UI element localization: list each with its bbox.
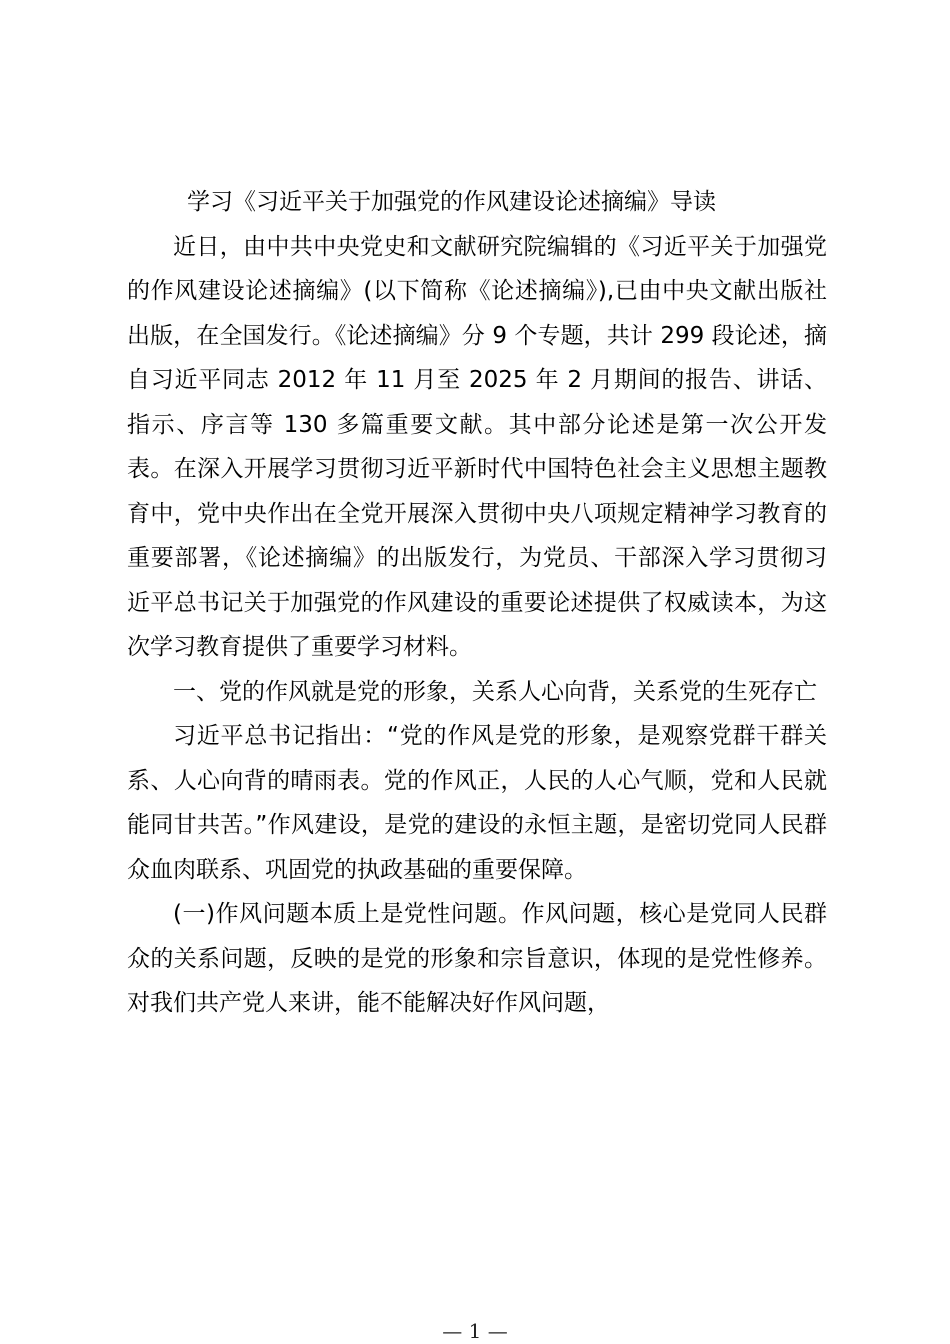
paragraph-quote: 习近平总书记指出：“党的作风是党的形象，是观察党群干群关系、人心向背的晴雨表。党的作风正，人民的人心气顺，党和人民就能同甘共苦。”作风建设，是党的建设的永恒主题，是密切党同人民群众血肉联系、巩固党的执政基础的重要保障。 [127, 723, 827, 883]
page-number: — 1 — [442, 1319, 508, 1343]
paragraph-intro: 近日，由中共中央党史和文献研究院编辑的《习近平关于加强党的作风建设论述摘编》(以下简称《论述摘编》),已由中央文献出版社出版，在全国发行。《论述摘编》分 9 个专题，共计 299 段论述，摘自习近平同志 2012 年 11 月至 2025 年 2 月期间的报告、讲话、指示、序言等 130 多篇重要文献。其中部分论述是第一次公开发表。在深入开展学习贯彻习近平新时代中国特色社会主义思想主题教育中，党中央作出在全党开展深入贯彻中央八项规定精神学习教育的重要部署，《论述摘编》的出版发行，为党员、干部深入学习贯彻习近平总书记关于加强党的作风建设的重要论述提供了权威读本，为这次学习教育提供了重要学习材料。 [127, 233, 827, 660]
document-title: 学习《习近平关于加强党的作风建设论述摘编》导读 [187, 189, 716, 215]
section-heading-1: 一、党的作风就是党的形象，关系人心向背，关系党的生死存亡 [173, 678, 817, 705]
paragraph-subsection-1: (一)作风问题本质上是党性问题。作风问题，核心是党同人民群众的关系问题，反映的是党的形象和宗旨意识，体现的是党性修养。对我们共产党人来讲，能不能解决好作风问题， [127, 901, 827, 1016]
document-body [127, 180, 827, 1026]
